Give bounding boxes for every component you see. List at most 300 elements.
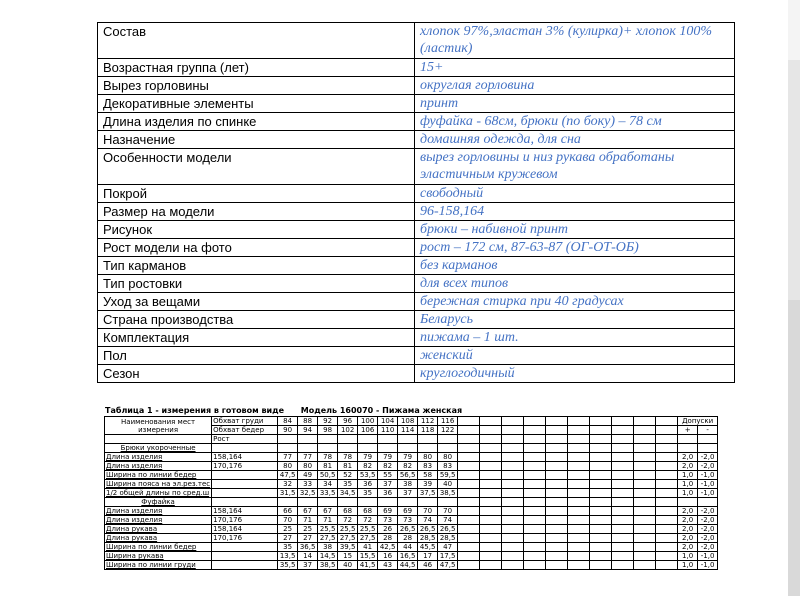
hip-size: 102 (338, 426, 358, 435)
measure-value: 56,5 (398, 471, 418, 480)
measure-value: 37 (298, 561, 318, 570)
empty-cell (634, 417, 656, 426)
measure-row (105, 543, 718, 552)
measure-value: 69 (378, 507, 398, 516)
height-value: 158,164 (212, 507, 278, 516)
empty-cell (358, 435, 378, 444)
measure-value: 68 (358, 507, 378, 516)
spec-row (98, 23, 735, 59)
spec-key: Рост модели на фото (98, 239, 415, 257)
measure-value: 35,5 (278, 561, 298, 570)
measure-value: 15 (338, 552, 358, 561)
empty-cell (634, 462, 656, 471)
empty-cell (612, 534, 634, 543)
tolerance-plus-value: 2,0 (678, 534, 698, 543)
tolerance-plus-value: 1,0 (678, 552, 698, 561)
chest-size: 100 (358, 417, 378, 426)
spec-value: без карманов (415, 257, 735, 275)
measure-value: 53,5 (358, 471, 378, 480)
measure-label: Длина изделия (105, 507, 212, 516)
measure-value (418, 498, 438, 507)
empty-cell (458, 471, 480, 480)
chest-label: Обхват груди (212, 417, 278, 426)
empty-cell (634, 534, 656, 543)
measure-value: 26,5 (418, 525, 438, 534)
tolerance-plus-value: 2,0 (678, 543, 698, 552)
empty-cell (502, 498, 524, 507)
spec-row (98, 77, 735, 95)
spec-value: брюки – набивной принт (415, 221, 735, 239)
empty-cell (590, 489, 612, 498)
spec-key: Возрастная группа (лет) (98, 59, 415, 77)
tolerance-plus-value: 2,0 (678, 507, 698, 516)
empty-cell (524, 498, 546, 507)
empty-cell (480, 462, 502, 471)
empty-cell (656, 498, 678, 507)
empty-cell (634, 426, 656, 435)
measure-value: 26,5 (438, 525, 458, 534)
empty-cell (612, 444, 634, 453)
measure-value (318, 444, 338, 453)
measure-value: 16 (378, 552, 398, 561)
spec-value: рост – 172 см, 87-63-87 (ОГ-ОТ-ОБ) (415, 239, 735, 257)
tolerance-plus-value: 1,0 (678, 561, 698, 570)
hip-size: 118 (418, 426, 438, 435)
measurement-caption (105, 406, 476, 415)
measure-value: 47,5 (438, 561, 458, 570)
spec-row (98, 311, 735, 329)
empty-cell (590, 426, 612, 435)
measure-row (105, 462, 718, 471)
measure-value: 69 (398, 507, 418, 516)
empty-cell (524, 552, 546, 561)
spec-value: хлопок 97%,эластан 3% (кулирка)+ хлопок 100%(ластик) (415, 23, 735, 59)
empty-cell (458, 507, 480, 516)
measure-value: 46 (418, 561, 438, 570)
empty-cell (502, 507, 524, 516)
empty-cell (612, 561, 634, 570)
measure-value: 66 (278, 507, 298, 516)
measure-value: 78 (338, 453, 358, 462)
measure-value: 37,5 (418, 489, 438, 498)
empty-cell (568, 453, 590, 462)
measure-value: 31,5 (278, 489, 298, 498)
measure-value: 36 (358, 480, 378, 489)
measure-value: 41 (358, 543, 378, 552)
empty-cell (568, 417, 590, 426)
empty-cell (568, 435, 590, 444)
empty-cell (634, 489, 656, 498)
measure-value: 37 (398, 489, 418, 498)
measure-value: 40 (338, 561, 358, 570)
empty-cell (634, 435, 656, 444)
measure-value: 27,5 (358, 534, 378, 543)
measure-value: 79 (378, 453, 398, 462)
empty-cell (502, 435, 524, 444)
measure-value: 26,5 (398, 525, 418, 534)
height-value (212, 552, 278, 561)
empty-cell (656, 444, 678, 453)
empty-cell (634, 543, 656, 552)
empty-cell (568, 444, 590, 453)
height-value: 170,176 (212, 462, 278, 471)
empty-cell (524, 507, 546, 516)
hip-size: 98 (318, 426, 338, 435)
empty-cell (502, 480, 524, 489)
tolerance-plus-value: 1,0 (678, 489, 698, 498)
names-label: Наименования мест измерения (105, 417, 212, 435)
measure-value (438, 498, 458, 507)
measure-value: 27 (298, 534, 318, 543)
measure-value: 37 (378, 480, 398, 489)
height-value (212, 561, 278, 570)
measure-label: Брюки укороченные (105, 444, 212, 453)
tolerance-plus-value (678, 444, 698, 453)
measure-value: 36,5 (298, 543, 318, 552)
tolerance-plus-value: 1,0 (678, 471, 698, 480)
chest-size: 112 (418, 417, 438, 426)
measure-value (278, 498, 298, 507)
spec-key: Особенности модели (98, 149, 415, 185)
empty-cell (502, 462, 524, 471)
empty-cell (480, 507, 502, 516)
height-label: Рост (212, 435, 278, 444)
empty-cell (656, 561, 678, 570)
hip-size: 106 (358, 426, 378, 435)
empty-cell (418, 435, 438, 444)
empty-cell (590, 516, 612, 525)
spec-key: Комплектация (98, 329, 415, 347)
height-value: 158,164 (212, 453, 278, 462)
spec-row (98, 95, 735, 113)
tolerance-minus-value: -2,0 (698, 534, 718, 543)
chest-size: 88 (298, 417, 318, 426)
measure-value: 81 (338, 462, 358, 471)
measure-value: 68 (338, 507, 358, 516)
spec-value: пижама – 1 шт. (415, 329, 735, 347)
empty-cell (568, 498, 590, 507)
tolerance-minus: - (698, 426, 718, 435)
spec-value: вырез горловины и низ рукава обработаны эластичным кружевом (415, 149, 735, 185)
empty-cell (458, 453, 480, 462)
spec-key: Длина изделия по спинке (98, 113, 415, 131)
empty-cell (568, 543, 590, 552)
measure-value: 16,5 (398, 552, 418, 561)
measure-value: 47 (438, 543, 458, 552)
empty-cell (656, 516, 678, 525)
empty-cell (590, 480, 612, 489)
spec-row (98, 257, 735, 275)
empty-cell (480, 480, 502, 489)
spec-row (98, 293, 735, 311)
measure-row (105, 498, 718, 507)
empty-cell (612, 480, 634, 489)
measure-label: Фуфайка (105, 498, 212, 507)
measure-value (338, 444, 358, 453)
empty-cell (656, 543, 678, 552)
spec-row (98, 131, 735, 149)
empty-cell (656, 471, 678, 480)
spec-row (98, 185, 735, 203)
hip-size: 114 (398, 426, 418, 435)
header-row-chest (105, 417, 718, 426)
measure-value: 28 (378, 534, 398, 543)
measure-value: 39 (418, 480, 438, 489)
measure-value: 70 (278, 516, 298, 525)
measure-value: 79 (358, 453, 378, 462)
hip-size: 90 (278, 426, 298, 435)
measure-value: 33 (298, 480, 318, 489)
model-caption: Модель 160070 - Пижама женская (300, 406, 463, 415)
empty-cell (546, 489, 568, 498)
spec-key: Декоративные элементы (98, 95, 415, 113)
empty-cell (546, 552, 568, 561)
measure-value: 32,5 (298, 489, 318, 498)
empty-cell (568, 489, 590, 498)
measure-row (105, 489, 718, 498)
measure-value: 67 (298, 507, 318, 516)
measure-value: 67 (318, 507, 338, 516)
spec-value: для всех типов (415, 275, 735, 293)
measure-value: 50,5 (318, 471, 338, 480)
measure-value: 42,5 (378, 543, 398, 552)
empty-cell (634, 525, 656, 534)
empty-cell (612, 552, 634, 561)
measure-label: Длина рукава (105, 534, 212, 543)
empty-cell (546, 417, 568, 426)
empty-cell (458, 498, 480, 507)
spec-value: фуфайка - 68см, брюки (по боку) – 78 см (415, 113, 735, 131)
measure-value: 28,5 (438, 534, 458, 543)
spec-value: бережная стирка при 40 градусах (415, 293, 735, 311)
tolerance-minus-value: -1,0 (698, 552, 718, 561)
empty-cell (634, 444, 656, 453)
measure-value: 34 (318, 480, 338, 489)
measure-value: 36 (378, 489, 398, 498)
measure-value: 14,5 (318, 552, 338, 561)
measure-value: 38,5 (318, 561, 338, 570)
empty-cell (546, 534, 568, 543)
height-value (212, 444, 278, 453)
empty-cell (458, 489, 480, 498)
empty-cell (502, 417, 524, 426)
empty-cell (524, 444, 546, 453)
tolerance-plus-value: 2,0 (678, 462, 698, 471)
height-value (212, 489, 278, 498)
height-value: 170,176 (212, 516, 278, 525)
empty-cell (546, 453, 568, 462)
measure-value (298, 444, 318, 453)
measure-value: 27,5 (318, 534, 338, 543)
empty-cell (590, 462, 612, 471)
measure-value: 34,5 (338, 489, 358, 498)
tolerance-plus-value: 2,0 (678, 516, 698, 525)
spec-row (98, 365, 735, 383)
measure-value: 52 (338, 471, 358, 480)
measure-value: 74 (418, 516, 438, 525)
tolerance-minus-value: -2,0 (698, 453, 718, 462)
tolerance-minus-value: -1,0 (698, 561, 718, 570)
spec-value: свободный (415, 185, 735, 203)
measure-value: 59,5 (438, 471, 458, 480)
empty-cell (480, 453, 502, 462)
empty-cell (634, 498, 656, 507)
measure-value: 15,5 (358, 552, 378, 561)
empty-cell (502, 444, 524, 453)
empty-cell (612, 498, 634, 507)
measure-value: 25 (298, 525, 318, 534)
measure-value: 32 (278, 480, 298, 489)
empty-cell (590, 525, 612, 534)
empty-cell (458, 552, 480, 561)
measure-value: 38 (318, 543, 338, 552)
empty-cell (502, 525, 524, 534)
measure-value: 83 (418, 462, 438, 471)
empty-cell (278, 435, 298, 444)
hip-label: Обхват бедер (212, 426, 278, 435)
measure-value: 72 (358, 516, 378, 525)
tolerance-minus-value: -2,0 (698, 543, 718, 552)
empty-cell (656, 462, 678, 471)
empty-cell (546, 444, 568, 453)
height-value: 158,164 (212, 525, 278, 534)
measure-value: 77 (278, 453, 298, 462)
measure-value (398, 498, 418, 507)
measurement-table (104, 416, 718, 570)
measure-label: Ширина пояса на эл.рез.тес (106, 480, 211, 488)
empty-cell (480, 552, 502, 561)
measure-value: 71 (298, 516, 318, 525)
empty-cell (546, 561, 568, 570)
empty-cell (612, 417, 634, 426)
tolerance-minus-value: -2,0 (698, 525, 718, 534)
empty-cell (458, 417, 480, 426)
empty-cell (502, 516, 524, 525)
measure-row (105, 471, 718, 480)
measure-value (278, 444, 298, 453)
empty-cell (568, 525, 590, 534)
empty-cell (524, 453, 546, 462)
spec-value: 96-158,164 (415, 203, 735, 221)
empty-cell (502, 543, 524, 552)
measure-value: 74 (438, 516, 458, 525)
empty-cell (458, 543, 480, 552)
spec-value: домашняя одежда, для сна (415, 131, 735, 149)
edge-shade (788, 60, 800, 300)
empty-cell (656, 525, 678, 534)
empty-cell (634, 471, 656, 480)
empty-cell (546, 471, 568, 480)
empty-cell (568, 534, 590, 543)
empty-cell (546, 435, 568, 444)
measure-value: 78 (318, 453, 338, 462)
empty-cell (612, 516, 634, 525)
empty-cell (656, 480, 678, 489)
empty-cell (590, 507, 612, 516)
empty-cell (656, 507, 678, 516)
tolerance-minus-value: -1,0 (698, 480, 718, 489)
empty-cell (546, 480, 568, 489)
empty-cell (458, 525, 480, 534)
spec-value: круглогодичный (415, 365, 735, 383)
empty-cell (524, 489, 546, 498)
empty-cell (502, 534, 524, 543)
empty-cell (568, 561, 590, 570)
empty-cell (568, 480, 590, 489)
measure-value: 55 (378, 471, 398, 480)
measure-value: 28,5 (418, 534, 438, 543)
empty-cell (480, 444, 502, 453)
hip-size: 110 (378, 426, 398, 435)
height-value (212, 543, 278, 552)
empty-cell (378, 435, 398, 444)
measure-row (105, 534, 718, 543)
spec-value: принт (415, 95, 735, 113)
empty-cell (458, 462, 480, 471)
empty-cell (438, 435, 458, 444)
measure-value: 27 (278, 534, 298, 543)
measure-value (298, 498, 318, 507)
measure-value (378, 498, 398, 507)
spec-row (98, 59, 735, 77)
measure-value: 73 (378, 516, 398, 525)
empty-cell (338, 435, 358, 444)
empty-cell (524, 543, 546, 552)
spec-row (98, 221, 735, 239)
measure-value: 82 (378, 462, 398, 471)
empty-cell (590, 534, 612, 543)
empty-cell (656, 426, 678, 435)
empty-cell (678, 435, 698, 444)
height-value: 170,176 (212, 534, 278, 543)
tolerance-plus-value: 2,0 (678, 453, 698, 462)
measure-label: Длина изделия (105, 516, 212, 525)
measure-value (358, 444, 378, 453)
tolerance-plus-value: 2,0 (678, 525, 698, 534)
measure-value: 47,5 (278, 471, 298, 480)
measure-label: Ширина по линии бедер (105, 543, 212, 552)
empty-cell (568, 462, 590, 471)
tolerance-minus-value (698, 444, 718, 453)
measure-value (378, 444, 398, 453)
table-caption: Таблица 1 - измерения в готовом виде (105, 406, 284, 415)
empty-cell (546, 507, 568, 516)
measure-row (105, 444, 718, 453)
chest-size: 108 (398, 417, 418, 426)
empty-cell (546, 426, 568, 435)
measure-value: 43 (378, 561, 398, 570)
measure-value: 39,5 (338, 543, 358, 552)
empty-cell (656, 417, 678, 426)
measure-value (438, 444, 458, 453)
spec-row (98, 329, 735, 347)
tolerance-minus-value: -1,0 (698, 489, 718, 498)
empty-cell (398, 435, 418, 444)
empty-cell (298, 435, 318, 444)
measure-value: 80 (278, 462, 298, 471)
measure-value: 73 (398, 516, 418, 525)
hip-size: 94 (298, 426, 318, 435)
spec-key: Размер на модели (98, 203, 415, 221)
empty-cell (458, 480, 480, 489)
empty-cell (546, 498, 568, 507)
chest-size: 84 (278, 417, 298, 426)
empty-cell (612, 507, 634, 516)
empty-cell (480, 489, 502, 498)
measure-row (105, 561, 718, 570)
empty-cell (502, 426, 524, 435)
height-value (212, 480, 278, 489)
